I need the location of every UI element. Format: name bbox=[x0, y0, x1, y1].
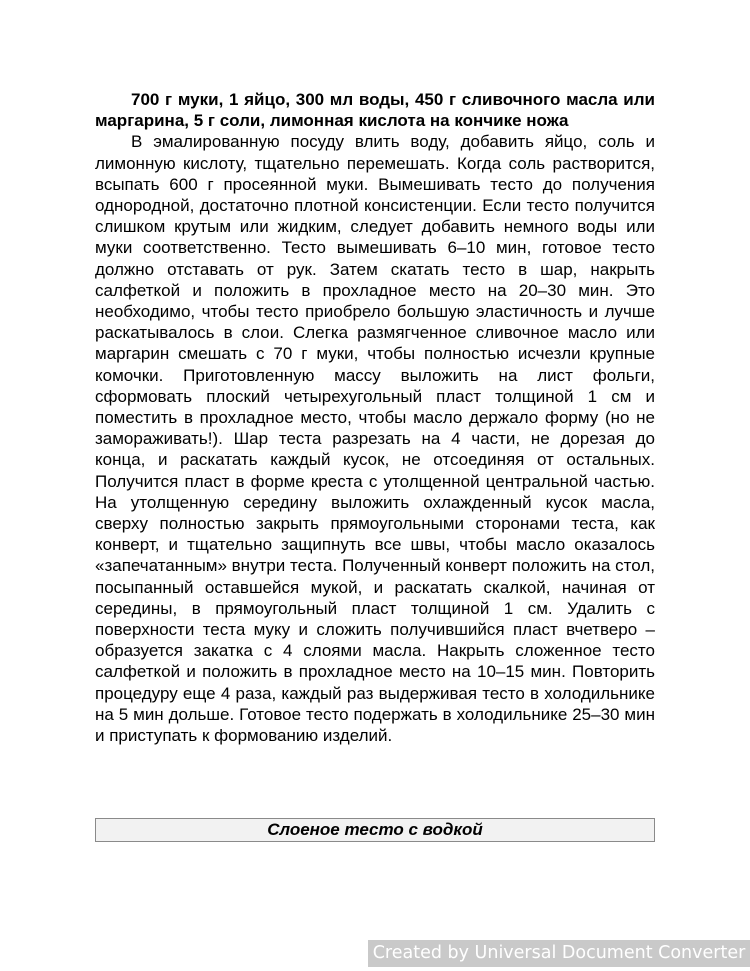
recipe-block bbox=[95, 89, 655, 746]
section-heading bbox=[95, 818, 655, 842]
ingredients-paragraph: 700 г муки, 1 яйцо, 300 мл воды, 450 г сливочного масла или маргарина, 5 г соли, лимонная кислота на кончике ножа bbox=[95, 90, 655, 131]
section-heading-label: Слоеное тесто с водкой bbox=[267, 820, 483, 839]
instructions-paragraph: В эмалированную посуду влить воду, добавить яйцо, соль и лимонную кислоту, тщательно перемешать. Когда соль растворится, всыпать 600 г просеянной муки. Вымешивать тесто до получения однородной, достаточно плотной консистенции. Если тесто получится слишком крутым или жидким, следует добавить немного воды или муки соответственно. Тесто вымешивать 6–10 мин, готовое тесто должно отставать от рук. Затем скатать тесто в шар, накрыть салфеткой и положить в прохладное место на 20–30 мин. Это необходимо, чтобы тесто приобрело большую эластичность и лучше раскатывалось в слои. Слегка размягченное сливочное масло или маргарин смешать с 70 г муки, чтобы полностью исчезли крупные комочки. Приготовленную массу выложить на лист фольги, сформовать плоский четырехугольный пласт толщиной 1 см и поместить в прохладное место, чтобы масло держало форму (но не замораживать!). Шар теста разрезать на 4 части, не дорезая до конца, и раскатать каждый кусок, не отсоединяя от остальных. Получится пласт в форме креста с утолщенной центральной частью. На утолщенную середину выложить охлажденный кусок масла, сверху полностью закрыть прямоугольными сторонами теста, как конверт, и тщательно защипнуть все швы, чтобы масло оказалось «запечатанным» внутри теста. Полученный конверт положить на стол, посыпанный оставшейся мукой, и раскатать скалкой, начиная от середины, в прямоугольный пласт толщиной 1 см. Удалить с поверхности теста муку и сложить получившийся пласт вчетверо – образуется закатка с 4 слоями масла. Накрыть сложенное тесто салфеткой и положить в прохладное место на 10–15 мин. Повторить процедуру еще 4 раза, каждый раз выдерживая тесто в холодильнике на 5 мин дольше. Готовое тесто подержать в холодильнике 25–30 мин и приступать к формованию изделий. bbox=[95, 132, 655, 746]
converter-watermark: Created by Universal Document Converter bbox=[368, 940, 750, 967]
